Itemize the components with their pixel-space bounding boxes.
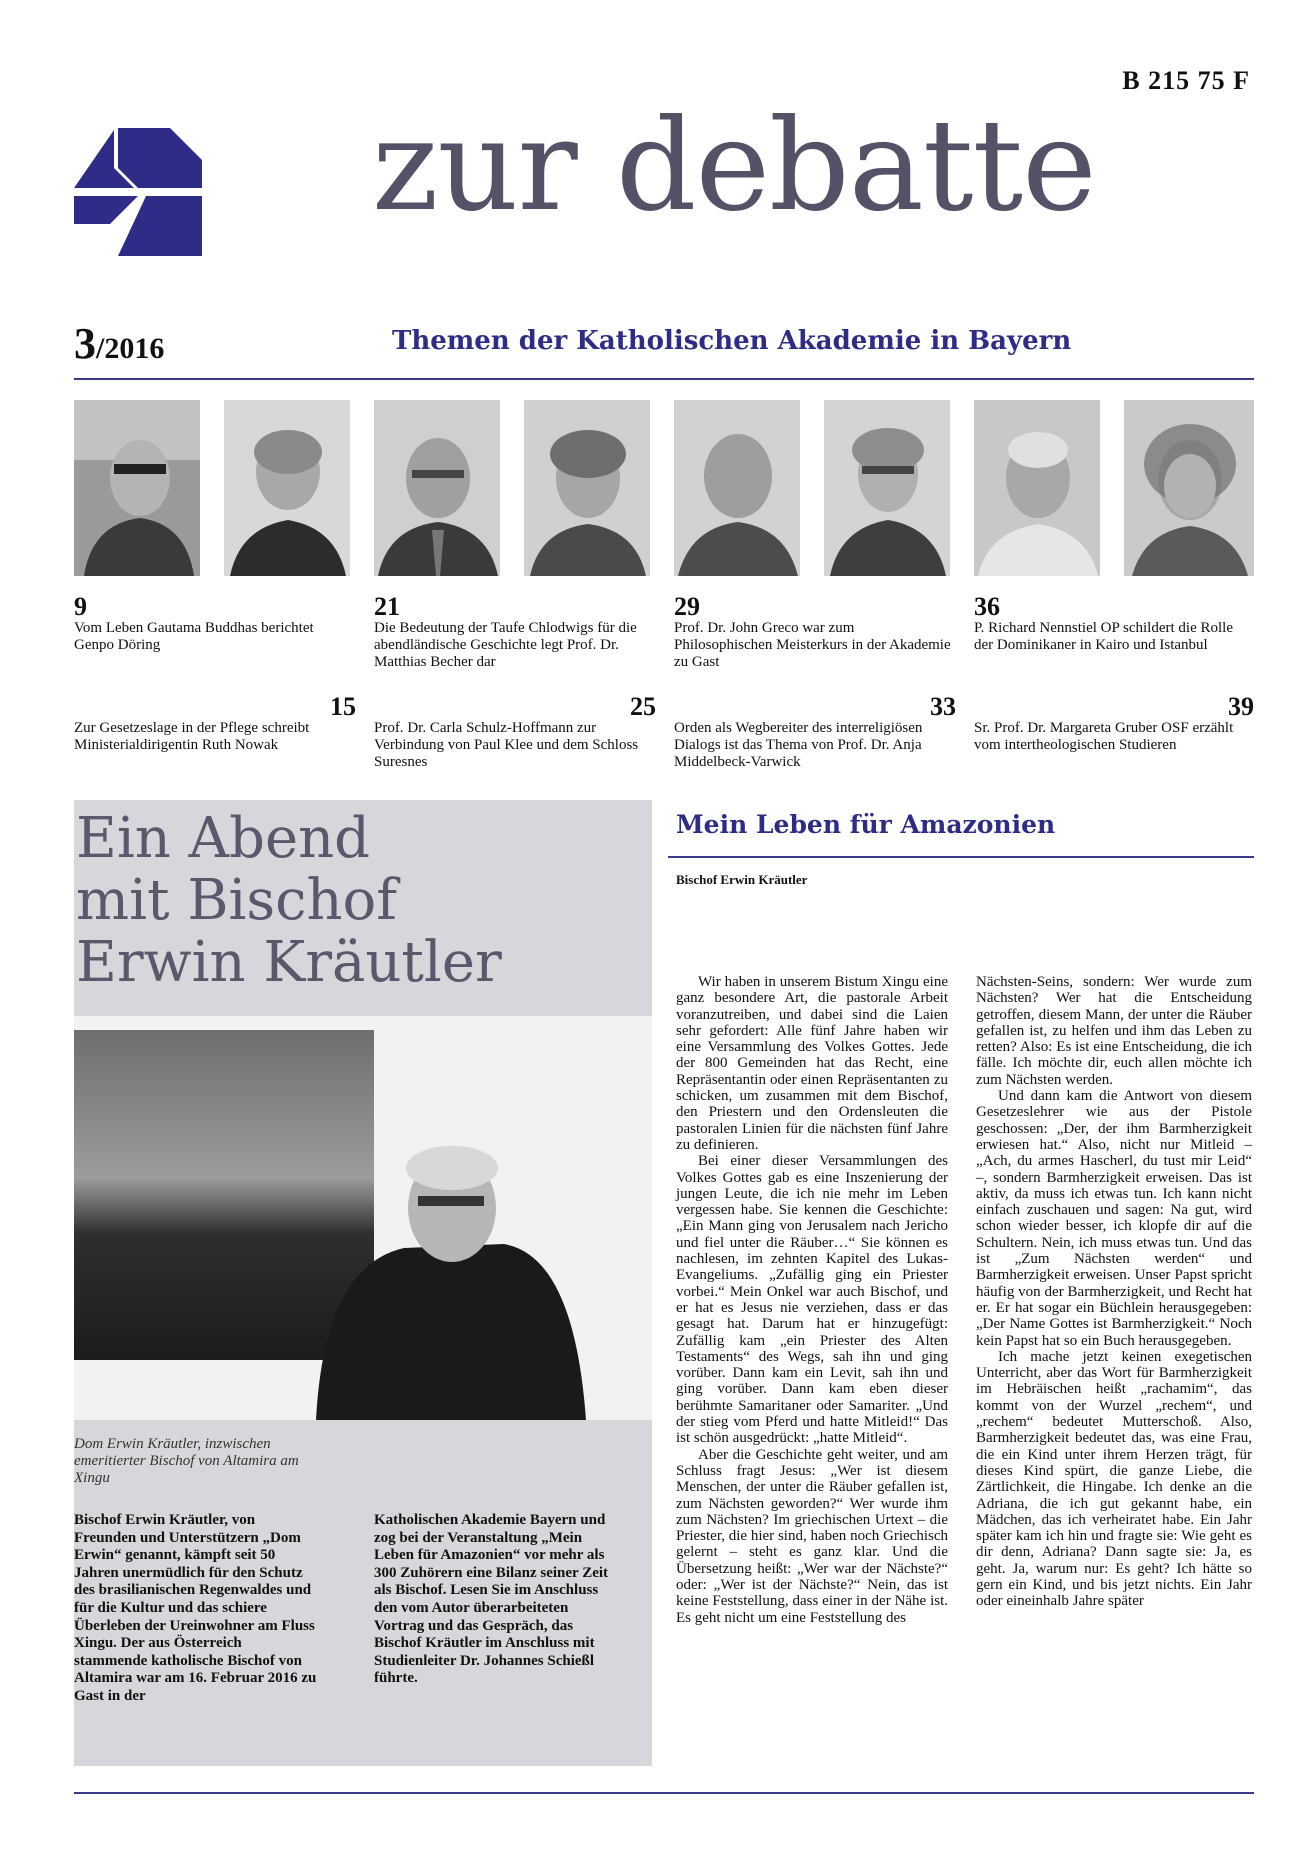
issn-code: B 215 75 F bbox=[1122, 66, 1250, 95]
feature-title-line: mit Bischof bbox=[76, 868, 397, 933]
teaser-page-number: 33 bbox=[930, 692, 956, 721]
teaser[interactable] bbox=[674, 694, 956, 771]
article-paragraph: Bei einer dieser Versammlungen des Volkes Gottes gab es eine Inszenierung der jungen Leute, die ich nie mehr im Leben vergessen habe. Sie kennen die Geschichte: „Ein Mann ging von Jerusalem nach Jericho und fiel unter die Räuber…“ Sie können es nachlesen, im zehnten Kapitel des Lukas-Evangeliums. „Zufällig ging ein Priester vorbei.“ Mein Onkel war auch Bischof, und er hat es Jesus nie verziehen, dass er das gesagt hat. Darum hat er hinzugefügt: Zufällig kam „ein Priester des Alten Testaments“ des Wegs, sah ihn und ging vorüber. Dann kam ein Levit, sah ihn und ging vorüber. Dann kam eben dieser berühmte Samaritaner oder Samariter. „Und der stieg vom Pferd und hatte Mitleid!“ Das ist schön ausgedrückt: „hatte Mitleid“. bbox=[676, 1153, 948, 1447]
teaser[interactable] bbox=[74, 694, 356, 754]
issue-number-digit: 3 bbox=[74, 319, 96, 368]
feature-title bbox=[76, 808, 636, 994]
tagline: Themen der Katholischen Akademie in Bayern bbox=[392, 326, 1072, 356]
teaser-text: P. Richard Nennstiel OP schildert die Rolle der Dominikaner in Kairo und Istanbul bbox=[974, 620, 1233, 653]
teaser[interactable] bbox=[974, 594, 1254, 654]
teaser-page-number: 39 bbox=[1228, 692, 1254, 721]
teaser-text: Prof. Dr. John Greco war zum Philosophischen Meisterkurs in der Akademie zu Gast bbox=[674, 620, 951, 670]
feature-title-line: Erwin Kräutler bbox=[76, 930, 502, 995]
teaser-page-number: 21 bbox=[374, 592, 400, 621]
teaser-text: Orden als Wegbereiter des interreligiösen Dialogs ist das Thema von Prof. Dr. Anja Middelbeck-Varwick bbox=[674, 720, 923, 770]
article-paragraph: Aber die Geschichte geht weiter, und am Schluss fragt Jesus: „Wer ist diesem Menschen, der unter die Räuber gefallen ist, zum Nächsten geworden?“ Wer wurde ihm zum Nächsten? Im griechischen Urtext – die Priester, die hier sind, haben noch Griechisch gelernt – steht es ganz klar. Und die Übersetzung heißt: „Wer war der Nächste?“ oder: „Wer ist der Nächste?“ Nein, das ist keine Feststellung, dass einer in der Nähe ist. Es geht nicht um eine Feststellung des bbox=[676, 1446, 948, 1626]
portrait-photo bbox=[524, 400, 650, 576]
footer-rule bbox=[74, 1792, 1254, 1794]
article-column-1 bbox=[676, 974, 948, 1626]
feature-intro-right: Katholischen Akademie Bayern und zog bei der Veranstaltung „Mein Leben für Amazonien“ vor mehr als 300 Zuhörern eine Bilanz seiner Zeit als Bischof. Lesen Sie im Anschluss den vom Autor überarbeiteten Vortrag und das Gespräch, das Bischof Kräutler im Anschluss mit Studienleiter Dr. Johannes Schießl führte. bbox=[374, 1512, 609, 1687]
academy-logo bbox=[74, 128, 202, 256]
teaser[interactable] bbox=[374, 594, 656, 671]
feature-intro-left: Bischof Erwin Kräutler, von Freunden und Unterstützern „Dom Erwin“ genannt, kämpft seit 50 Jahren unermüdlich für den Schutz des brasilianischen Regenwaldes und für die Kultur und das schiere Überleben der Ureinwohner am Fluss Xingu. Der aus Österreich stammende katholische Bischof von Altamira war am 16. Februar 2016 zu Gast in der bbox=[74, 1512, 317, 1704]
teaser[interactable] bbox=[674, 594, 956, 671]
feature-title-line: Ein Abend bbox=[76, 806, 370, 871]
teaser-page-number: 36 bbox=[974, 592, 1000, 621]
teaser-page-number: 15 bbox=[330, 692, 356, 721]
article-paragraph: Ich mache jetzt keinen exegetischen Unterricht, aber das Wort für Barmherzigkeit im Hebräischen heißt „rachamim“, das kommt von der Wurzel „rechem“, und „rechem“ bedeutet Mutterschoß. Also, Barmherzigkeit bedeutet das, was eine Frau, die ein Kind unter ihrem Herzen trägt, für dieses Kind spürt, die ganze Liebe, die Zärtlichkeit, die Hingabe. Ich denke an die Adriana, die ich gut gekannt habe, ein Mädchen, das ich verheiratet habe. Ein Jahr später kam ich hin und fragte sie: Wie geht es dir denn, Adriana? Dann sagte sie: Ja, es geht. Ja, warum nur: Es geht? Ich hätte so gern ein Kind, und bis jetzt nichts. Ein Jahr oder eineinhalb Jahre später bbox=[976, 1348, 1252, 1610]
article-paragraph: Nächsten-Seins, sondern: Wer wurde zum Nächsten? Wer hat die Entscheidung getroffen, diesem Mann, der unter die Räuber gefallen ist, zu helfen und ihm das Leben zu retten? Also: Es ist eine Entscheidung, die ich fälle. Ich möchte dir, euch allen möchte ich zum Nächsten werden. bbox=[976, 974, 1252, 1088]
feature-photo bbox=[74, 1016, 652, 1420]
teaser-text: Die Bedeutung der Taufe Chlodwigs für die abendländische Geschichte legt Prof. Dr. Matthias Becher dar bbox=[374, 620, 637, 670]
portrait-photo bbox=[974, 400, 1100, 576]
teaser-text: Prof. Dr. Carla Schulz-Hoffmann zur Verbindung von Paul Klee und dem Schloss Suresnes bbox=[374, 720, 639, 770]
article-paragraph: Und dann kam die Antwort von diesem Gesetzeslehrer wie aus der Pistole geschossen: „Der, der ihm Barmherzigkeit erwiesen hat.“ Also, nicht nur Mitleid – „Ach, du armes Hascherl, du tust mir Leid“ –, sondern Barmherzigkeit erweisen. Das ist aktiv, da muss ich etwas tun. Ich kann nicht einfach zuschauen und sagen: Na gut, wird schon wieder besser, ich klopfe dir auf die Schultern. Nein, ich muss etwas tun. Und das ist „Zum Nächsten werden“ und Barmherzigkeit erweisen. Unser Papst spricht häufig von der Barmherzigkeit, und Recht hat er. Er hat sogar ein Büchlein herausgegeben: „Der Name Gottes ist Barmherzigkeit.“ Noch kein Papst hat so ein Buch herausgegeben. bbox=[976, 1088, 1252, 1349]
portrait-photo bbox=[224, 400, 350, 576]
article-rule bbox=[668, 856, 1254, 858]
issue-number bbox=[74, 318, 164, 369]
article-author: Bischof Erwin Kräutler bbox=[676, 872, 808, 887]
article-column-2 bbox=[976, 974, 1252, 1610]
issue-year: /2016 bbox=[96, 332, 165, 365]
portrait-photo bbox=[824, 400, 950, 576]
teaser-page-number: 9 bbox=[74, 592, 87, 621]
header-rule bbox=[74, 378, 1254, 380]
portrait-photo bbox=[1124, 400, 1254, 576]
photo-caption: Dom Erwin Kräutler, inzwischen emeritierter Bischof von Altamira am Xingu bbox=[74, 1436, 299, 1486]
portrait-photo bbox=[74, 400, 200, 576]
portrait-photo bbox=[374, 400, 500, 576]
article-title: Mein Leben für Amazonien bbox=[676, 810, 1056, 839]
teaser[interactable] bbox=[374, 694, 656, 771]
article-paragraph: Wir haben in unserem Bistum Xingu eine ganz besondere Art, die pastorale Arbeit voranzutreiben, und dabei sind die Laien sehr gefordert: Alle fünf Jahre haben wir eine Versammlung des Volkes Gottes. Jede der 800 Gemeinden hat das Recht, eine Repräsentantin oder einen Repräsentanten zu schicken, um zusammen mit dem Bischof, den Priestern und den Ordensleuten die pastoralen Linien für die nächsten fünf Jahre zu definieren. bbox=[676, 974, 948, 1153]
teaser-text: Vom Leben Gautama Buddhas berichtet Genpo Döring bbox=[74, 620, 314, 653]
teaser-page-number: 29 bbox=[674, 592, 700, 621]
teaser[interactable] bbox=[74, 594, 356, 654]
masthead-title: zur debatte bbox=[372, 92, 1096, 239]
portrait-photo bbox=[674, 400, 800, 576]
teaser[interactable] bbox=[974, 694, 1254, 754]
teaser-text: Sr. Prof. Dr. Margareta Gruber OSF erzählt vom intertheologischen Studieren bbox=[974, 720, 1234, 753]
teaser-page-number: 25 bbox=[630, 692, 656, 721]
teaser-text: Zur Gesetzeslage in der Pflege schreibt Ministerialdirigentin Ruth Nowak bbox=[74, 720, 310, 753]
